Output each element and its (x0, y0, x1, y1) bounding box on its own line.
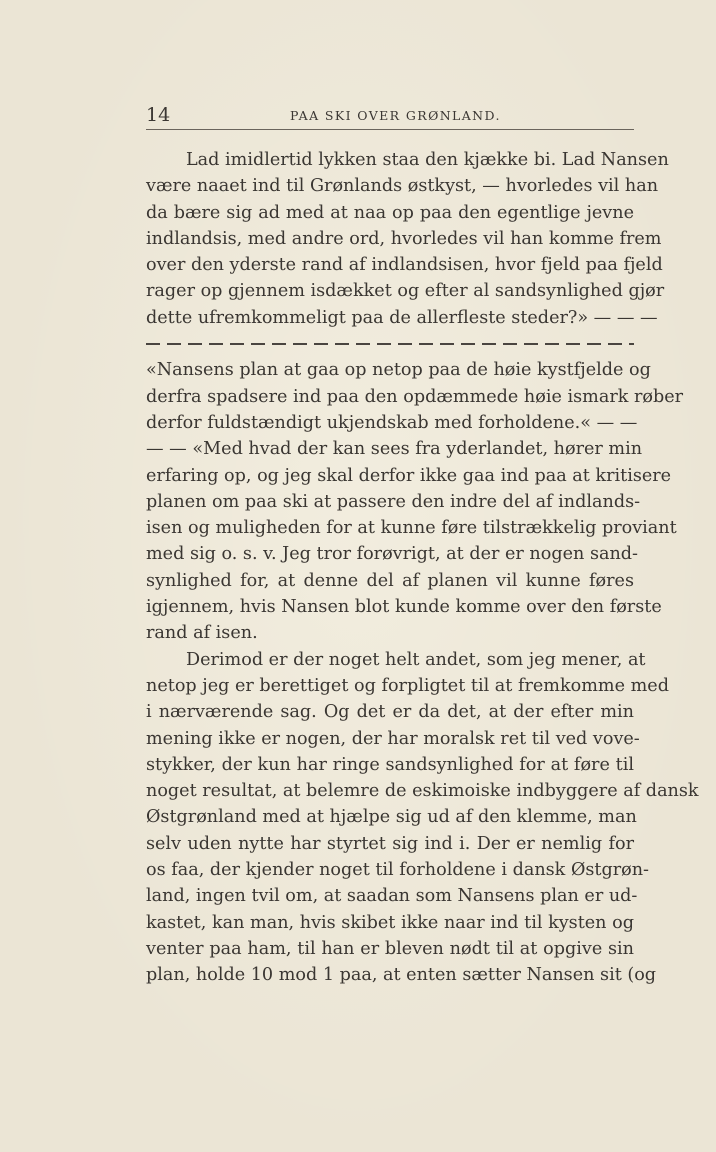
paragraph-1 (146, 147, 669, 331)
text-line: mening ikke er nogen, der har moralsk ret til ved vove- (146, 728, 640, 749)
text-line: rager op gjennem isdækket og efter al sandsynlighed gjør (146, 281, 665, 302)
text-line: noget resultat, at belemre de eskimoiske indbyggere af dansk (146, 781, 699, 802)
text-line: indlandsis, med andre ord, hvorledes vil han komme frem (146, 228, 662, 249)
text-line: synlighed for, at denne del af planen vil kunne føres (146, 570, 634, 591)
text-line: os faa, der kjender noget til forholdene i dansk Østgrøn- (146, 860, 650, 881)
text-line: dette ufremkommeligt paa de allerfleste steder?» — — — (146, 307, 658, 328)
text-line: være naaet ind til Grønlands østkyst, — hvorledes vil han (146, 176, 659, 197)
text-line: over den yderste rand af indlandsisen, hvor fjeld paa fjeld (146, 255, 663, 276)
body-text (146, 147, 699, 989)
text-line: — — «Med hvad der kan sees fra yderlandet, hører min (146, 439, 643, 460)
text-line: kastet, kan man, hvis skibet ikke naar ind til kysten og (146, 912, 634, 933)
text-line: netop jeg er berettiget og forpligtet til at fremkomme med (146, 675, 669, 696)
text-line: plan, holde 10 mod 1 paa, at enten sætter Nansen sit (og (146, 965, 657, 986)
text-line: stykker, der kun har ringe sandsynlighed for at føre til (146, 754, 634, 775)
text-line: rand af isen. (146, 623, 258, 644)
running-head (146, 102, 634, 128)
text-line: Lad imidlertid lykken staa den kjække bi. Lad Nansen (186, 150, 669, 170)
text-line: da bære sig ad med at naa op paa den egentlige jevne (146, 202, 634, 223)
running-title: PAA SKI OVER GRØNLAND. (290, 108, 501, 123)
dash-line (146, 343, 634, 345)
text-line: «Nansens plan at gaa op netop paa de høie kystfjelde og (146, 360, 651, 381)
page-number: 14 (146, 104, 171, 126)
text-line: selv uden nytte har styrtet sig ind i. Der er nemlig for (146, 833, 634, 854)
text-line: land, ingen tvil om, at saadan som Nansens plan er ud- (146, 886, 638, 907)
text-line: venter paa ham, til han er bleven nødt til at opgive sin (146, 938, 634, 959)
text-line: erfaring op, og jeg skal derfor ikke gaa ind paa at kritisere (146, 465, 672, 486)
text-line: Østgrønland med at hjælpe sig ud af den klemme, man (146, 807, 637, 828)
text-line: i nærværende sag. Og det er da det, at der efter min (146, 702, 634, 723)
text-line: derfor fuldstændigt ukjendskab med forholdene.« — — (146, 412, 638, 433)
paragraph-2 (146, 357, 684, 646)
text-line: igjennem, hvis Nansen blot kunde komme over den første (146, 597, 662, 618)
text-line: planen om paa ski at passere den indre del af indlands- (146, 491, 641, 512)
text-line: isen og muligheden for at kunne føre tilstrækkelig proviant (146, 518, 677, 539)
paragraph-3 (146, 647, 699, 989)
text-line: derfra spadsere ind paa den opdæmmede høie ismark røber (146, 386, 684, 407)
text-line: med sig o. s. v. Jeg tror forøvrigt, at der er nogen sand- (146, 544, 638, 565)
header-rule (146, 129, 634, 130)
dash-separator (146, 331, 634, 357)
text-line: Derimod er der noget helt andet, som jeg mener, at (186, 649, 646, 670)
